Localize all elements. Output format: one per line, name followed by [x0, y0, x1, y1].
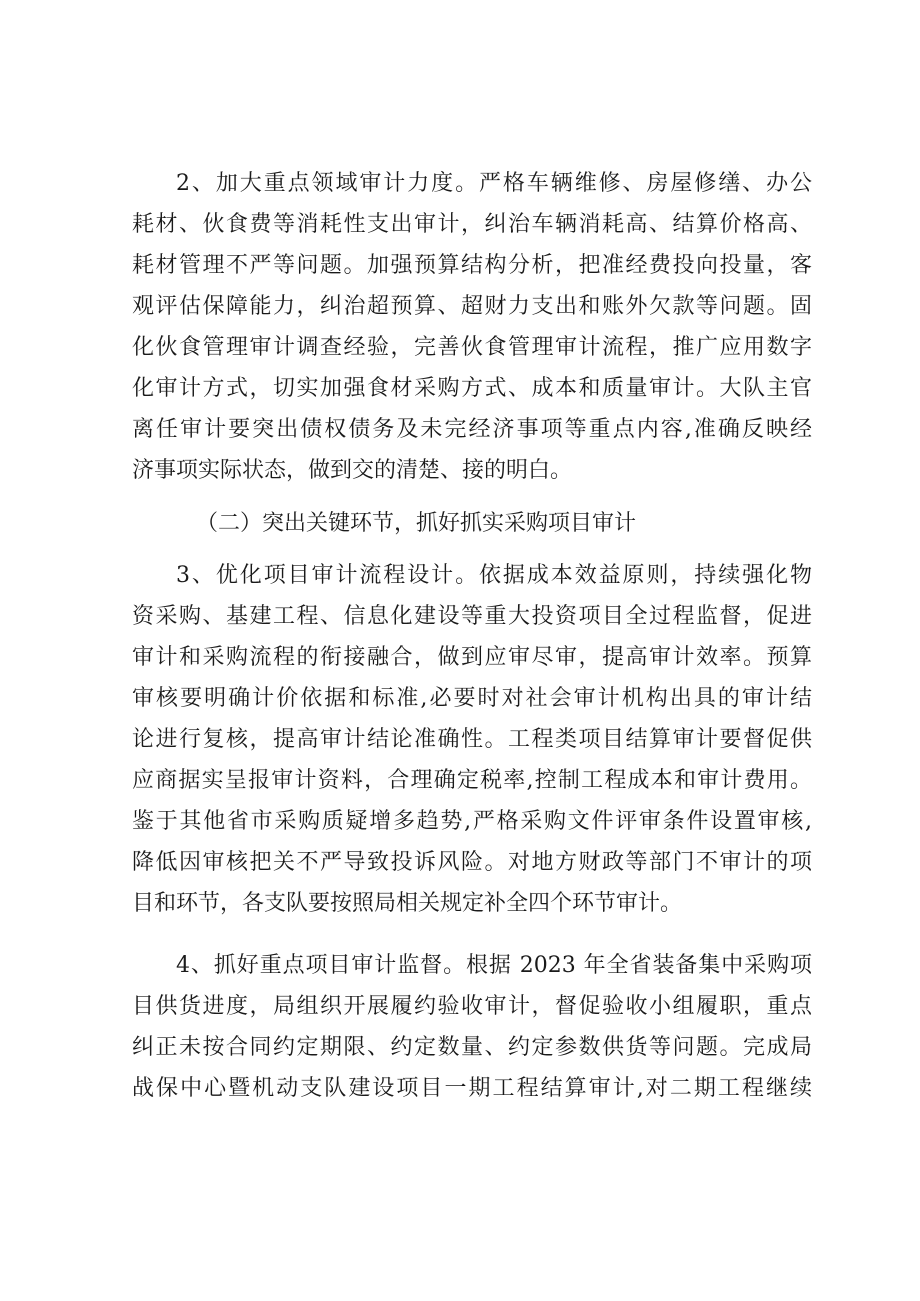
text-line: 鉴于其他省市采购质疑增多趋势,严格采购文件评审条件设置审核, — [132, 809, 812, 834]
text-line: 离任审计要突出债权债务及未完经济事项等重点内容,准确反映经 — [132, 417, 812, 442]
text-line: 战保中心暨机动支队建设项目一期工程结算审计,对二期工程继续 — [132, 1076, 812, 1101]
text-line: 目和环节，各支队要按照局相关规定补全四个环节审计。 — [132, 891, 683, 916]
text-line: 纠正未按合同约定期限、约定数量、约定参数供货等问题。完成局 — [132, 1035, 812, 1060]
text-line: 耗材管理不严等问题。加强预算结构分析，把准经费投向投量，客 — [132, 253, 812, 278]
text-line: 应商据实呈报审计资料，合理确定税率,控制工程成本和审计费用。 — [132, 768, 812, 793]
text-line: 观评估保障能力，纠治超预算、超财力支出和账外欠款等问题。固 — [132, 294, 812, 319]
text-line: 3、优化项目审计流程设计。依据成本效益原则，持续强化物 — [176, 563, 812, 588]
text-line: 论进行复核，提高审计结论准确性。工程类项目结算审计要督促供 — [132, 727, 812, 752]
text-line: 4、抓好重点项目审计监督。根据 2023 年全省装备集中采购项 — [176, 953, 812, 978]
text-line: 耗材、伙食费等消耗性支出审计，纠治车辆消耗高、结算价格高、 — [132, 212, 812, 237]
text-line: 化伙食管理审计调查经验，完善伙食管理审计流程，推广应用数字 — [132, 335, 812, 360]
section-heading: （二）突出关键环节，抓好抓实采购项目审计 — [196, 511, 637, 536]
text-line: 审核要明确计价依据和标准,必要时对社会审计机构出具的审计结 — [132, 686, 812, 711]
text-line: 济事项实际状态，做到交的清楚、接的明白。 — [132, 458, 573, 483]
text-line: 审计和采购流程的衔接融合，做到应审尽审，提高审计效率。预算 — [132, 645, 812, 670]
text-line: 化审计方式，切实加强食材采购方式、成本和质量审计。大队主官 — [132, 376, 812, 401]
text-line: 资采购、基建工程、信息化建设等重大投资项目全过程监督，促进 — [132, 604, 812, 629]
text-line: 降低因审核把关不严导致投诉风险。对地方财政等部门不审计的项 — [132, 850, 812, 875]
text-line: 2、加大重点领域审计力度。严格车辆维修、房屋修缮、办公 — [176, 171, 812, 196]
text-line: 目供货进度，局组织开展履约验收审计，督促验收小组履职，重点 — [132, 994, 812, 1019]
